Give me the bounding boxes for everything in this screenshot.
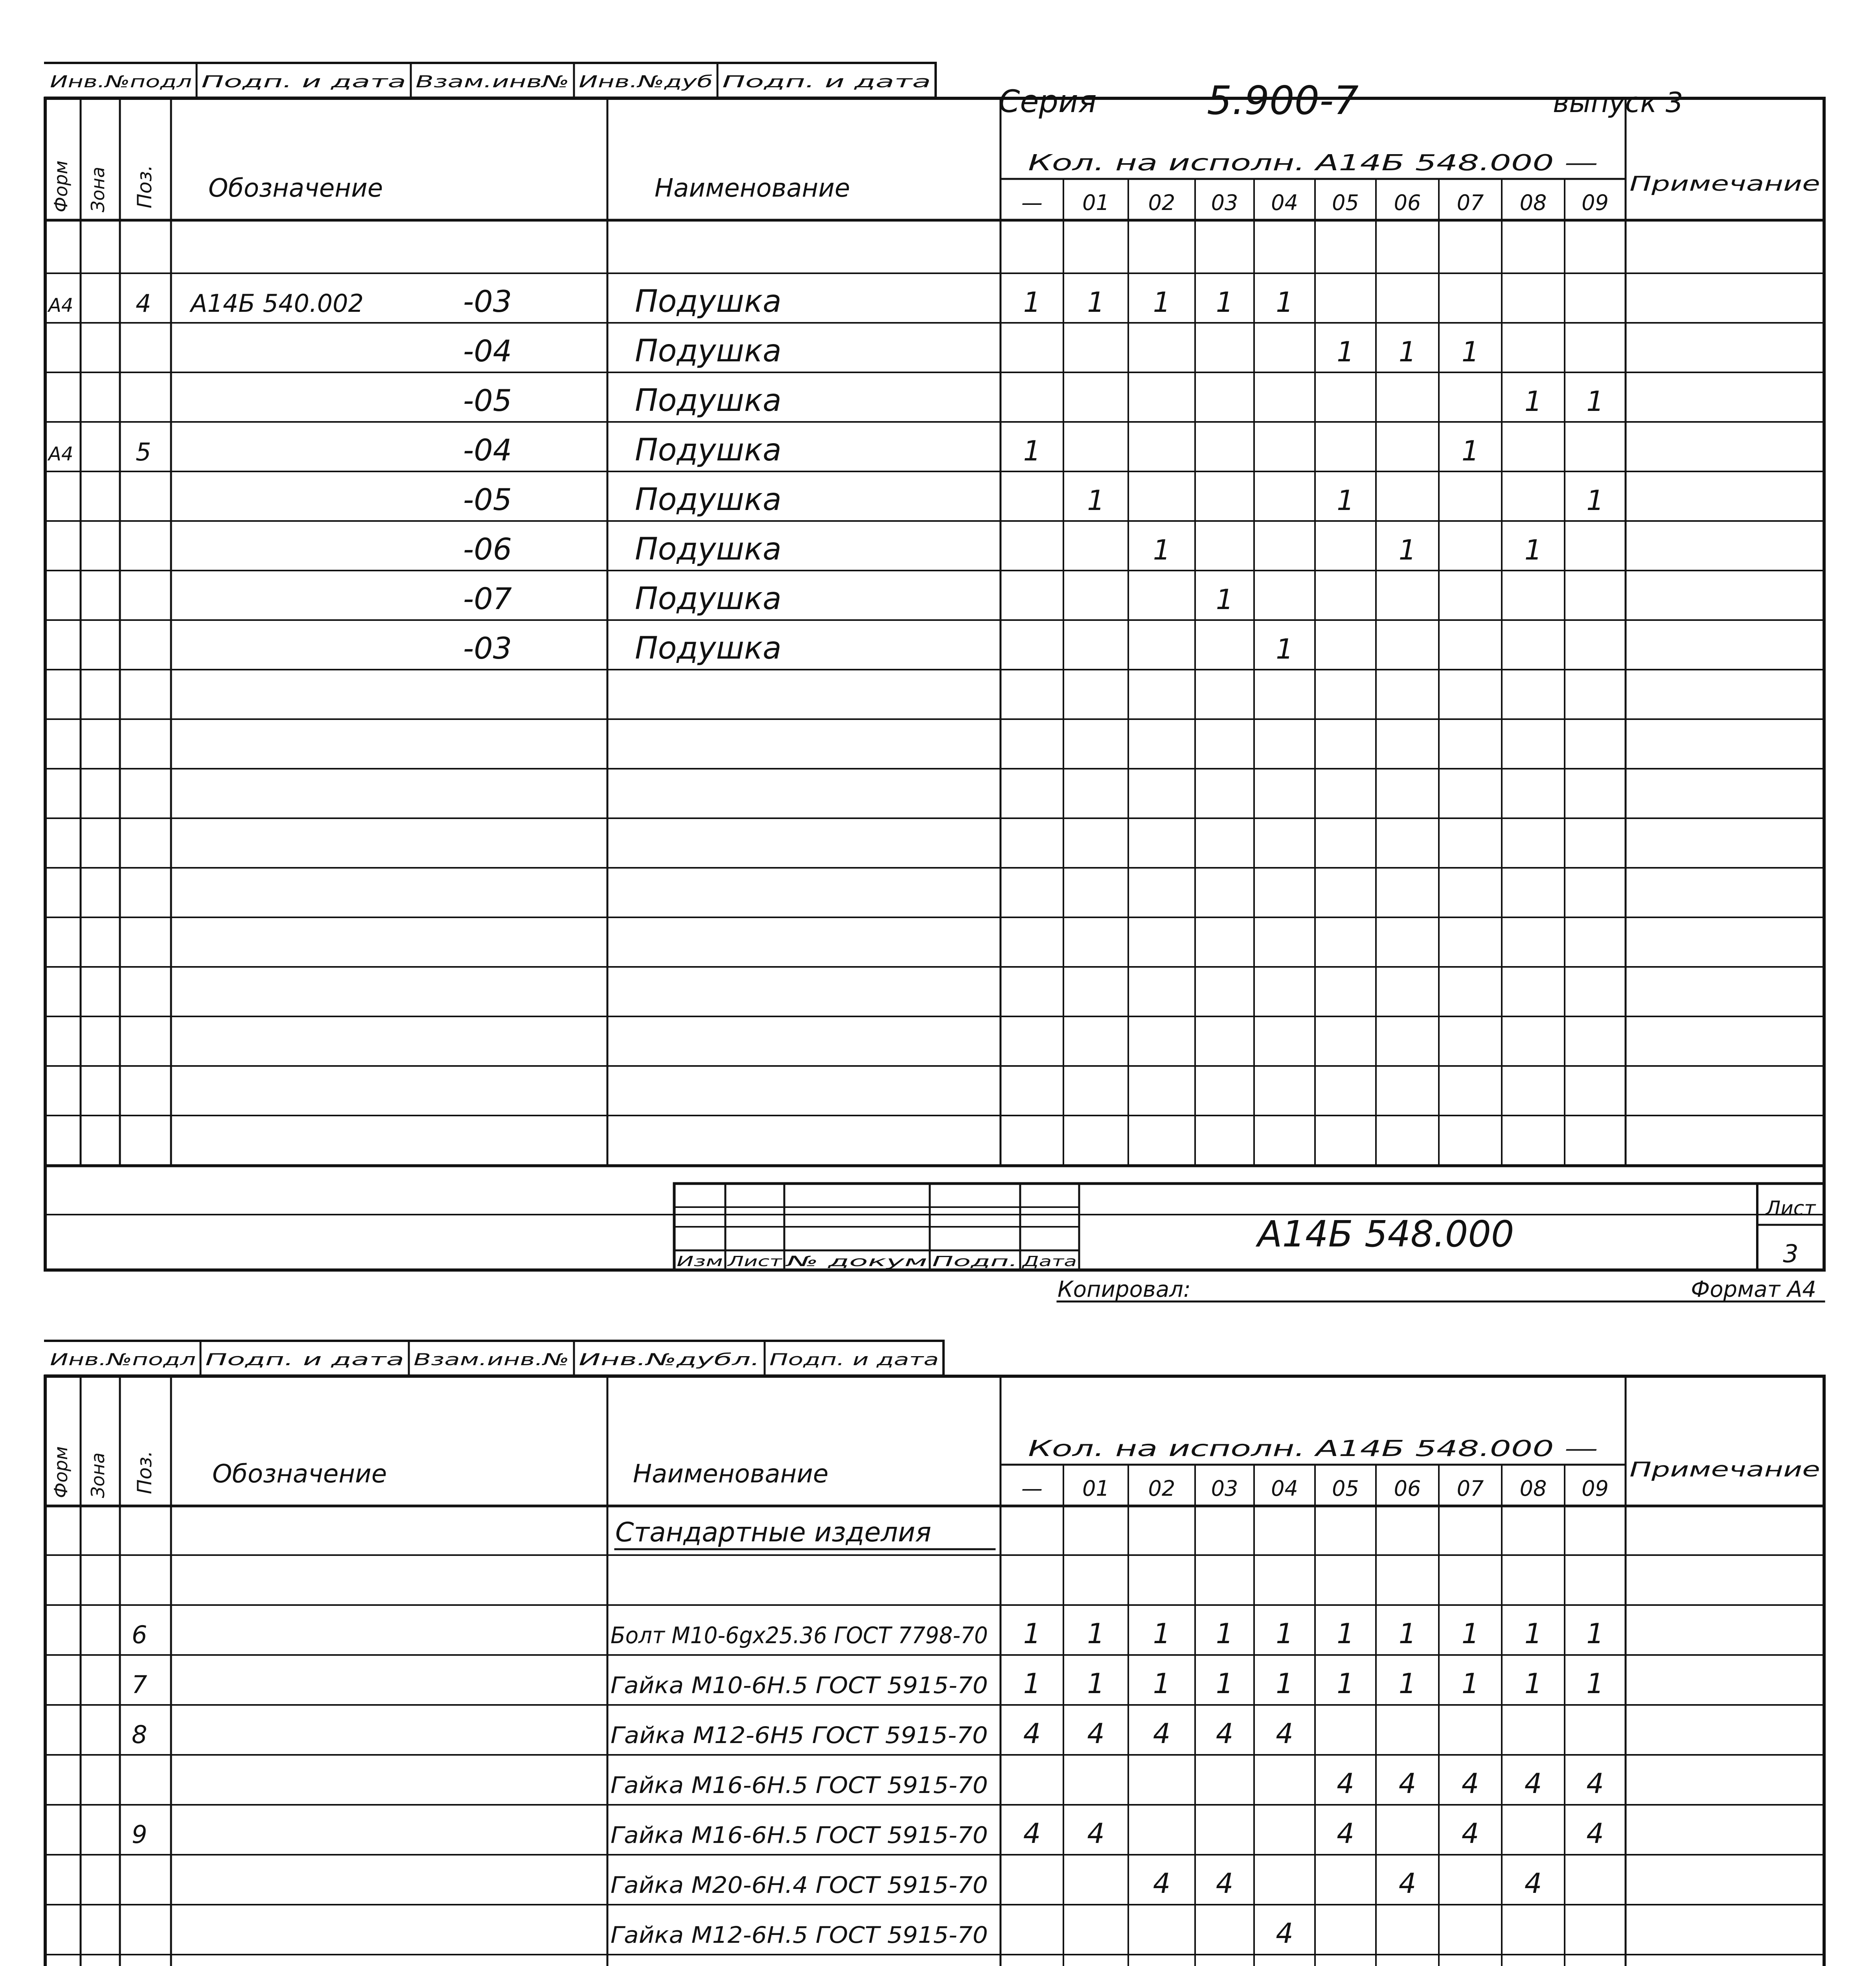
sheet2-section-title: Стандартные изделия: [615, 1517, 932, 1548]
sheet1-row-suffix: -06: [463, 532, 512, 567]
sheet2-qty-cell: 1: [1398, 1618, 1416, 1650]
sheet2-variant-header: 06: [1394, 1476, 1421, 1501]
sheet2-qty-cell: 4: [1023, 1817, 1041, 1850]
sheet2-qty-cell: 1: [1216, 1668, 1234, 1700]
sheet2-row-pos: 6: [132, 1620, 147, 1649]
sheet2-row-name: Гайка М12-6Н5 ГОСТ 5915-70: [611, 1722, 988, 1749]
sheet2-variant-header: 04: [1271, 1476, 1298, 1501]
sheet1-approval-header: Взам.инв№: [416, 72, 569, 91]
sheet1-designation-header: Обозначение: [208, 174, 383, 203]
sheet1-variant-header: 06: [1394, 190, 1421, 215]
sheet2-qty-cell: 1: [1023, 1618, 1041, 1650]
sheet1-qty-cell: 1: [1461, 336, 1479, 368]
sheet1-approval-header: Инв.№подл: [50, 72, 192, 91]
sheet2-qty-cell: 4: [1524, 1867, 1542, 1900]
sheet1-row-name: Подушка: [635, 631, 782, 666]
sheet1-qty-cell: 1: [1524, 534, 1542, 566]
sheet2-variant-header: 05: [1332, 1476, 1359, 1501]
sheet2-qty-cell: 1: [1216, 1618, 1234, 1650]
sheet2-qty-cell: 1: [1087, 1668, 1105, 1700]
sheet2-row-pos: 9: [132, 1820, 147, 1849]
sheet2-qty-cell: 1: [1337, 1618, 1354, 1650]
sheet2-approval-header: Подп. и дата: [205, 1350, 404, 1369]
sheet1-row-name: Подушка: [635, 284, 782, 319]
sheet2-qty-cell: 1: [1586, 1618, 1604, 1650]
sheet1-variant-header: 03: [1211, 190, 1238, 215]
sheet1-qty-cell: 1: [1524, 385, 1542, 418]
sheet2-qty-cell: 1: [1337, 1668, 1354, 1700]
sheet1-qty-cell: 1: [1153, 534, 1171, 566]
sheet2-qty-cell: 1: [1276, 1618, 1293, 1650]
sheet1-variant-header: 04: [1271, 190, 1298, 215]
sheet1-copied-label: Копировал:: [1058, 1277, 1191, 1302]
sheet1-variant-header: 08: [1519, 190, 1547, 215]
sheet1-row-suffix: -05: [463, 383, 512, 418]
sheet1-document-code: А14Б 548.000: [1257, 1213, 1514, 1255]
sheet1-format-label: Формат А4: [1691, 1277, 1816, 1302]
series-number: 5.900-7: [1207, 77, 1359, 123]
sheet2-approval-header: Инв.№дубл.: [579, 1350, 760, 1369]
sheet1-row-name: Подушка: [635, 532, 782, 567]
sheet2-qty-cell: 4: [1524, 1767, 1542, 1800]
sheet2-qty-cell: 4: [1087, 1717, 1105, 1750]
sheet1-row-name: Подушка: [635, 482, 782, 517]
sheet2-variant-header: 07: [1457, 1476, 1484, 1501]
sheet2-qty-cell: 4: [1023, 1717, 1041, 1750]
sheet1-row-name: Подушка: [635, 333, 782, 369]
sheet2-qty-cell: 1: [1398, 1668, 1416, 1700]
sheet2-row-name: Гайка М20-6Н.4 ГОСТ 5915-70: [611, 1872, 988, 1898]
sheet2-qty-cell: 1: [1524, 1618, 1542, 1650]
sheet2-variant-header: 09: [1582, 1476, 1609, 1501]
sheet1-row-designation: А14Б 540.002: [191, 289, 364, 318]
sheet1-note-header: Примечание: [1630, 172, 1820, 196]
sheet2-qty-cell: 4: [1216, 1867, 1234, 1900]
sheet1-row-format: А4: [48, 443, 74, 465]
sheet1-row-pos: 4: [136, 289, 151, 318]
sheet1-title-label: № докум: [785, 1254, 927, 1270]
sheet1-zone-header: Зона: [87, 167, 109, 212]
sheet2-pos-header: Поз.: [133, 1451, 156, 1494]
sheet2-row-name: Гайка М12-6Н.5 ГОСТ 5915-70: [611, 1922, 988, 1948]
sheet2-approval-header: Взам.инв.№: [414, 1350, 569, 1369]
text-layer: [10, 72, 1876, 1966]
sheet1-approval-header: Подп. и дата: [201, 72, 406, 91]
sheet2-qty-cell: 4: [1461, 1817, 1479, 1850]
sheet1-variant-header: 09: [1582, 190, 1609, 215]
sheet1-row-name: Подушка: [635, 433, 782, 468]
sheet2-qty-cell: 4: [1398, 1867, 1416, 1900]
sheet1-approval-header: Подп. и дата: [722, 72, 931, 91]
sheet1-pos-header: Поз.: [133, 165, 156, 208]
sheet2-row-name: Болт М10-6gх25.36 ГОСТ 7798-70: [611, 1622, 988, 1649]
sheet2-qty-cell: 4: [1153, 1717, 1171, 1750]
sheet2-qty-cell: 4: [1337, 1817, 1354, 1850]
sheet2-qty-cell: 1: [1524, 1668, 1542, 1700]
sheet2-qty-cell: 4: [1586, 1767, 1604, 1800]
sheet2-qty-cell: 4: [1276, 1717, 1293, 1750]
sheet1-variant-header: 07: [1457, 190, 1484, 215]
sheet2-row-pos: 7: [132, 1670, 147, 1699]
sheet1-qty-group-header: Кол. на исполн. А14Б 548.000 —: [1028, 150, 1598, 176]
sheet2-qty-cell: 4: [1586, 1817, 1604, 1850]
sheet1-row-suffix: -07: [463, 581, 512, 616]
issue-label: выпуск 3: [1553, 87, 1683, 119]
sheet2-approval-header: Инв.№подл: [50, 1350, 196, 1369]
sheet2-qty-cell: 4: [1461, 1767, 1479, 1800]
sheet2-variant-header: 08: [1519, 1476, 1547, 1501]
sheet1-approval-header: Инв.№дуб: [579, 72, 713, 91]
sheet1-name-header: Наименование: [655, 174, 850, 203]
sheet2-row-name: Гайка М16-6Н.5 ГОСТ 5915-70: [611, 1772, 988, 1798]
sheet2-variant-header: 01: [1082, 1476, 1109, 1501]
sheet2-qty-cell: 1: [1586, 1668, 1604, 1700]
sheet1-row-format: А4: [48, 295, 74, 317]
sheet1-row-suffix: -04: [463, 433, 512, 468]
sheet1-row-suffix: -03: [463, 631, 512, 666]
sheet2-designation-header: Обозначение: [212, 1460, 387, 1489]
sheet2-variant-header: —: [1021, 1476, 1043, 1501]
sheet2-zone-header: Зона: [87, 1452, 109, 1498]
sheet1-row-suffix: -04: [463, 333, 512, 368]
sheet2-approval-header: Подп. и дата: [769, 1350, 939, 1369]
sheet1-qty-cell: 1: [1087, 286, 1105, 318]
sheet2-qty-cell: 1: [1276, 1668, 1293, 1700]
sheet1-variant-header: 01: [1082, 190, 1109, 215]
sheet2-qty-cell: 1: [1461, 1618, 1479, 1650]
sheet1-qty-cell: 1: [1398, 534, 1416, 566]
sheet1-row-suffix: -05: [463, 482, 512, 517]
sheet1-title-label: Подп.: [932, 1254, 1018, 1270]
sheet1-variant-header: 02: [1148, 190, 1175, 215]
sheet2-qty-group-header: Кол. на исполн. А14Б 548.000 —: [1028, 1436, 1598, 1462]
sheet2-qty-cell: 1: [1461, 1668, 1479, 1700]
series-label: Серия: [999, 84, 1097, 120]
sheet1-format-header: Форм: [50, 160, 72, 212]
sheet2-variant-header: 02: [1148, 1476, 1175, 1501]
sheet1-qty-cell: 1: [1023, 286, 1041, 318]
sheet2-qty-cell: 1: [1153, 1668, 1171, 1700]
sheet1-qty-cell: 1: [1276, 633, 1293, 665]
sheet1-qty-cell: 1: [1337, 484, 1354, 517]
sheet2-qty-cell: 4: [1216, 1717, 1234, 1750]
sheet2-row-pos: 8: [132, 1720, 147, 1749]
sheet1-qty-cell: 1: [1337, 336, 1354, 368]
sheet1-sheet-number: 3: [1783, 1239, 1799, 1268]
sheet1-row-name: Подушка: [635, 581, 782, 617]
sheet1-row-pos: 5: [136, 438, 151, 466]
sheet1-qty-cell: 1: [1398, 336, 1416, 368]
sheet1-sheet-label: Лист: [1766, 1197, 1816, 1220]
sheet1-title-label: Дата: [1021, 1254, 1077, 1270]
sheet1-variant-header: —: [1021, 190, 1043, 215]
sheet2-qty-cell: 1: [1023, 1668, 1041, 1700]
sheet1-title-label: Лист: [726, 1254, 783, 1270]
sheet2-qty-cell: 4: [1087, 1817, 1105, 1850]
sheet2-qty-cell: 4: [1276, 1917, 1293, 1949]
sheet1-qty-cell: 1: [1276, 286, 1293, 318]
sheet2-row-name: Гайка М16-6Н.5 ГОСТ 5915-70: [611, 1822, 988, 1848]
sheet1-qty-cell: 1: [1586, 484, 1604, 517]
sheet2-name-header: Наименование: [633, 1460, 829, 1489]
sheet1-qty-cell: 1: [1216, 584, 1234, 616]
sheet2-note-header: Примечание: [1630, 1458, 1820, 1482]
sheet2-qty-cell: 4: [1398, 1767, 1416, 1800]
sheet1-variant-header: 05: [1332, 190, 1359, 215]
sheet2-variant-header: 03: [1211, 1476, 1238, 1501]
sheet1-qty-cell: 1: [1461, 435, 1479, 467]
sheet2-qty-cell: 4: [1153, 1867, 1171, 1900]
sheet1-qty-cell: 1: [1087, 484, 1105, 517]
sheet1-qty-cell: 1: [1586, 385, 1604, 418]
sheet1-row-name: Подушка: [635, 383, 782, 418]
sheet2-format-header: Форм: [50, 1446, 72, 1498]
sheet1-qty-cell: 1: [1023, 435, 1041, 467]
sheet1-row-suffix: -03: [463, 284, 512, 319]
sheet1-qty-cell: 1: [1153, 286, 1171, 318]
sheet1-title-label: Изм: [677, 1254, 723, 1270]
sheet1-qty-cell: 1: [1216, 286, 1234, 318]
sheet2-qty-cell: 1: [1087, 1618, 1105, 1650]
sheet2-qty-cell: 1: [1153, 1618, 1171, 1650]
sheet2-qty-cell: 4: [1337, 1767, 1354, 1800]
sheet2-row-name: Гайка М10-6Н.5 ГОСТ 5915-70: [611, 1672, 988, 1699]
